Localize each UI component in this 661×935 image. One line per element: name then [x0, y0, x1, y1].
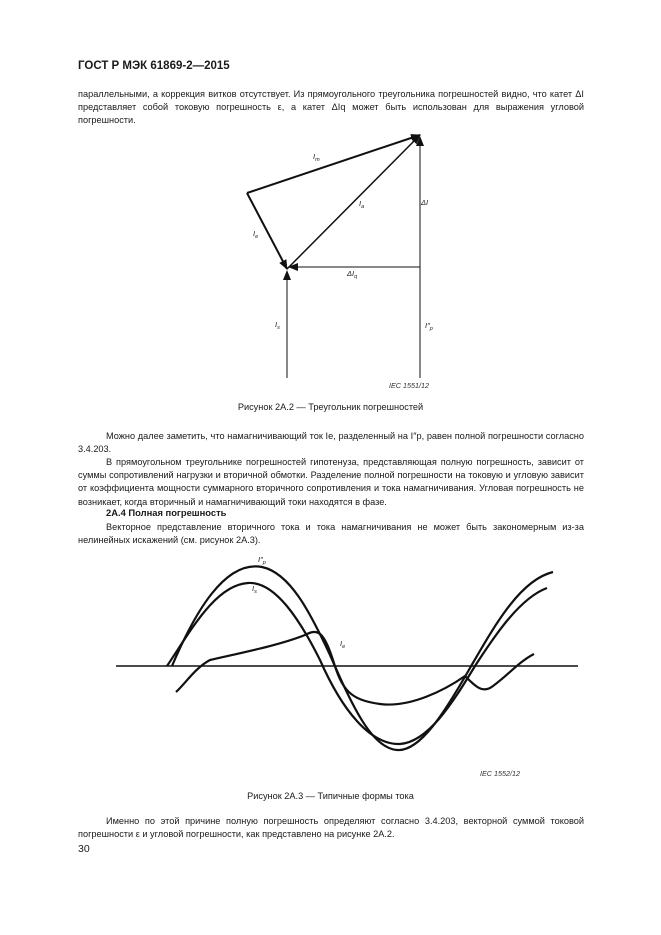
figure-2a3-caption: Рисунок 2А.3 — Типичные формы тока — [247, 791, 414, 801]
label-ip: $I''_p$ — [425, 321, 433, 332]
label-ie-wave: $I_e$ — [340, 639, 346, 650]
label-is-wave: $I_s$ — [252, 584, 257, 595]
label-delta-iq: $\Delta I_q$ — [347, 269, 358, 280]
label-ie: $I_e$ — [253, 229, 259, 240]
vector-im — [247, 135, 420, 193]
paragraph-magnetizing-current: Можно далее заметить, что намагничивающий ток Ie, разделенный на I″p, равен полной погрешности согласно 3.4.203. — [78, 431, 584, 455]
document-header: ГОСТ Р МЭК 61869-2—2015 — [78, 60, 230, 72]
paragraph-vector-representation: Векторное представление вторичного тока и тока намагничивания не может быть закономерным из-за нелинейных искажений (см. рисунок 2А.3). — [78, 522, 584, 546]
error-triangle-diagram — [0, 128, 661, 398]
current-waveforms-chart — [0, 550, 661, 780]
waveform-ip — [172, 566, 553, 750]
page-number: 30 — [78, 843, 90, 855]
label-ia: $I_a$ — [359, 199, 365, 210]
intro-paragraph: параллельными, а коррекция витков отсутствует. Из прямоугольного треугольника погрешностей видно, что катет ΔI представляет собой токовую погрешность ε, а катет ΔIq может быть использован для выражения угловой погрешности. — [78, 89, 584, 126]
iec-ref-1551: IEC 1551/12 — [389, 381, 429, 390]
paragraph-error-triangle: В прямоугольном треугольнике погрешностей гипотенуза, представляющая полную погрешность, зависит от суммы сопротивлений нагрузки и вторичной обмотки. Разделение полной погрешности на токовую и угловую зависит от коэффициента мощности суммарного вторичного сопротивления и тока намагничивания. Угловая погрешность не возникает, когда вторичный и намагничивающий токи находятся в фазе. — [78, 457, 584, 507]
label-is: $I_s$ — [275, 320, 280, 331]
figure-2a2-caption: Рисунок 2А.2 — Треугольник погрешностей — [237, 402, 424, 412]
label-delta-i: ΔI — [421, 198, 429, 207]
iec-ref-1552: IEC 1552/12 — [480, 769, 520, 778]
label-ip-wave: $I''_p$ — [258, 555, 266, 566]
label-im: $I_m$ — [313, 152, 320, 163]
paragraph-total-error: Именно по этой причине полную погрешность определяют согласно 3.4.203, векторной суммой токовой погрешности ε и угловой погрешности, как представлено на рисунке 2А.2. — [78, 816, 584, 840]
waveform-ie — [176, 632, 534, 705]
section-title: 2А.4 Полная погрешность — [106, 507, 227, 518]
waveform-is — [167, 583, 547, 744]
vector-ia — [287, 135, 420, 269]
